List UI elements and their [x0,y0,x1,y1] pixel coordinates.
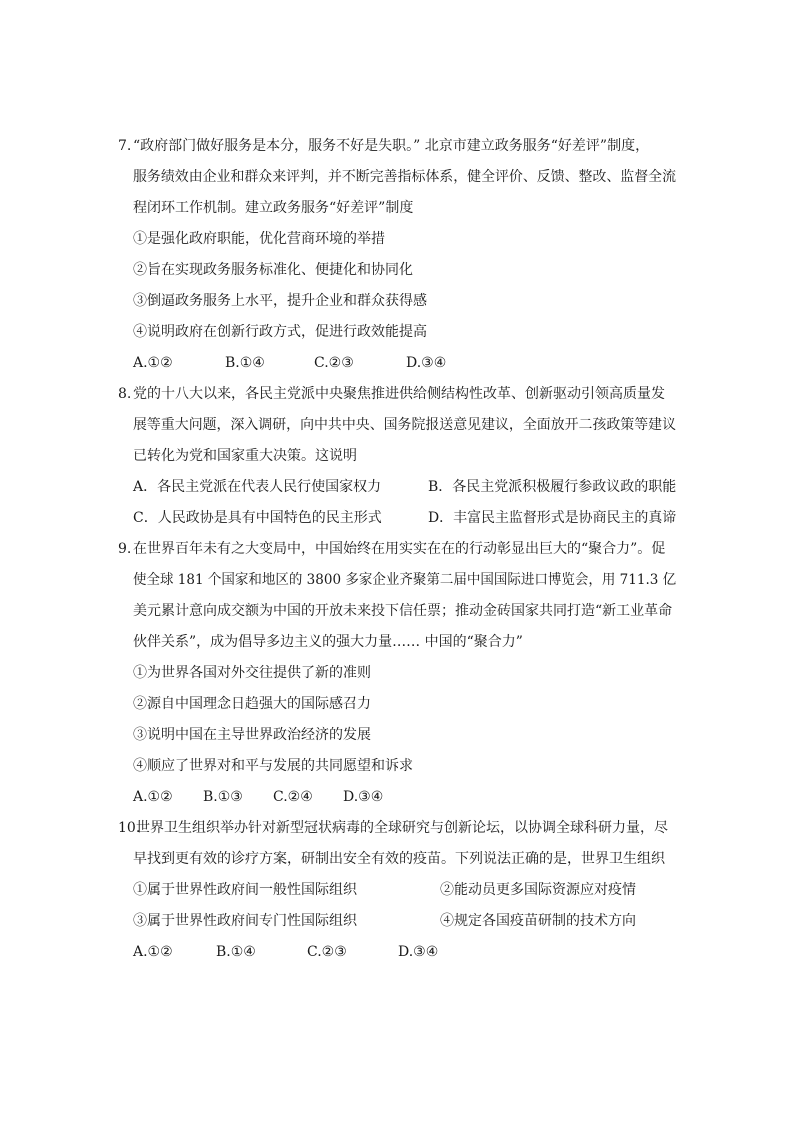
question-10-stem-line-2: 早找到更有效的诊疗方案，研制出安全有效的疫苗。下列说法正确的是，世界卫生组织 [133,851,665,867]
question-7-option-b: B.①④ [225,355,265,371]
question-9-stem-line-2: 使全球 181 个国家和地区的 3800 多家企业齐聚第二届中国国际进口博览会，用 711.3 亿 [133,572,677,588]
question-8-stem-line-1: 党的十八大以来，各民主党派中央聚焦推进供给侧结构性改革、创新驱动引领高质量发 [133,386,665,402]
question-8-option-b: B．各民主党派积极履行参政议政的职能 [428,479,677,495]
question-9-stem-line-4: 伙伴关系”，成为倡导多边主义的强大力量…… 中国的“聚合力” [133,634,523,650]
question-9-number: 9. [118,541,132,557]
question-8-stem-line-3: 已转化为党和国家重大决策。这说明 [133,448,357,464]
question-9-statement-4: ④顺应了世界对和平与发展的共同愿望和诉求 [133,758,413,774]
question-10-statement-2: ②能动员更多国际资源应对疫情 [440,882,636,898]
question-8-option-c: C．人民政协是具有中国特色的民主形式 [133,510,382,526]
question-10-stem-line-1: 世界卫生组织举办针对新型冠状病毒的全球研究与创新论坛，以协调全球科研力量，尽 [136,820,668,836]
question-9-option-b: B.①③ [203,789,243,805]
question-9-stem-line-3: 美元累计意向成交额为中国的开放未来投下信任票；推动金砖国家共同打造“新工业革命 [133,603,673,619]
question-7-stem-line-2: 服务绩效由企业和群众来评判，并不断完善指标体系，健全评价、反馈、整改、监督全流 [133,169,676,185]
question-7-stem-line-3: 程闭环工作机制。建立政务服务“好差评”制度 [133,200,414,216]
question-7-option-c: C.②③ [314,355,354,371]
question-8-option-a: A．各民主党派在代表人民行使国家权力 [133,479,382,495]
question-7-statement-4: ④说明政府在创新行政方式，促进行政效能提高 [133,324,427,340]
question-9-statement-2: ②源自中国理念日趋强大的国际感召力 [133,696,371,712]
question-7-stem-line-1: “政府部门做好服务是本分，服务不好是失职。” 北京市建立政务服务“好差评”制度， [133,138,650,154]
question-10-statement-3: ③属于世界性政府间专门性国际组织 [133,913,357,929]
question-8-option-d: D．丰富民主监督形式是协商民主的真谛 [428,510,677,526]
question-10-option-a: A.①② [133,944,173,960]
question-10-option-c: C.②③ [307,944,347,960]
question-9-statement-1: ①为世界各国对外交往提供了新的准则 [133,665,371,681]
question-10-statement-1: ①属于世界性政府间一般性国际组织 [133,882,357,898]
question-7-number: 7. [118,138,132,154]
question-8-stem-line-2: 展等重大问题，深入调研，向中共中央、国务院报送意见建议，全面放开二孩政策等建议 [133,417,676,433]
question-7-statement-1: ①是强化政府职能，优化营商环境的举措 [133,231,385,247]
question-9-stem-line-1: 在世界百年未有之大变局中，中国始终在用实实在在的行动彰显出巨大的“聚合力”。促 [133,541,666,557]
question-9-statement-3: ③说明中国在主导世界政治经济的发展 [133,727,371,743]
question-9-option-a: A.①② [133,789,173,805]
question-10-number: 10. [118,820,141,836]
question-10-statement-4: ④规定各国疫苗研制的技术方向 [440,913,636,929]
question-9-option-c: C.②④ [273,789,313,805]
question-7-option-a: A.①② [133,355,173,371]
question-7-statement-2: ②旨在实现政务服务标准化、便捷化和协同化 [133,262,413,278]
question-7-option-d: D.③④ [406,355,447,371]
question-8-number: 8. [118,386,132,402]
question-10-option-d: D.③④ [398,944,439,960]
question-7-statement-3: ③倒逼政务服务上水平，提升企业和群众获得感 [133,293,427,309]
question-9-option-d: D.③④ [343,789,384,805]
question-10-option-b: B.①④ [216,944,256,960]
